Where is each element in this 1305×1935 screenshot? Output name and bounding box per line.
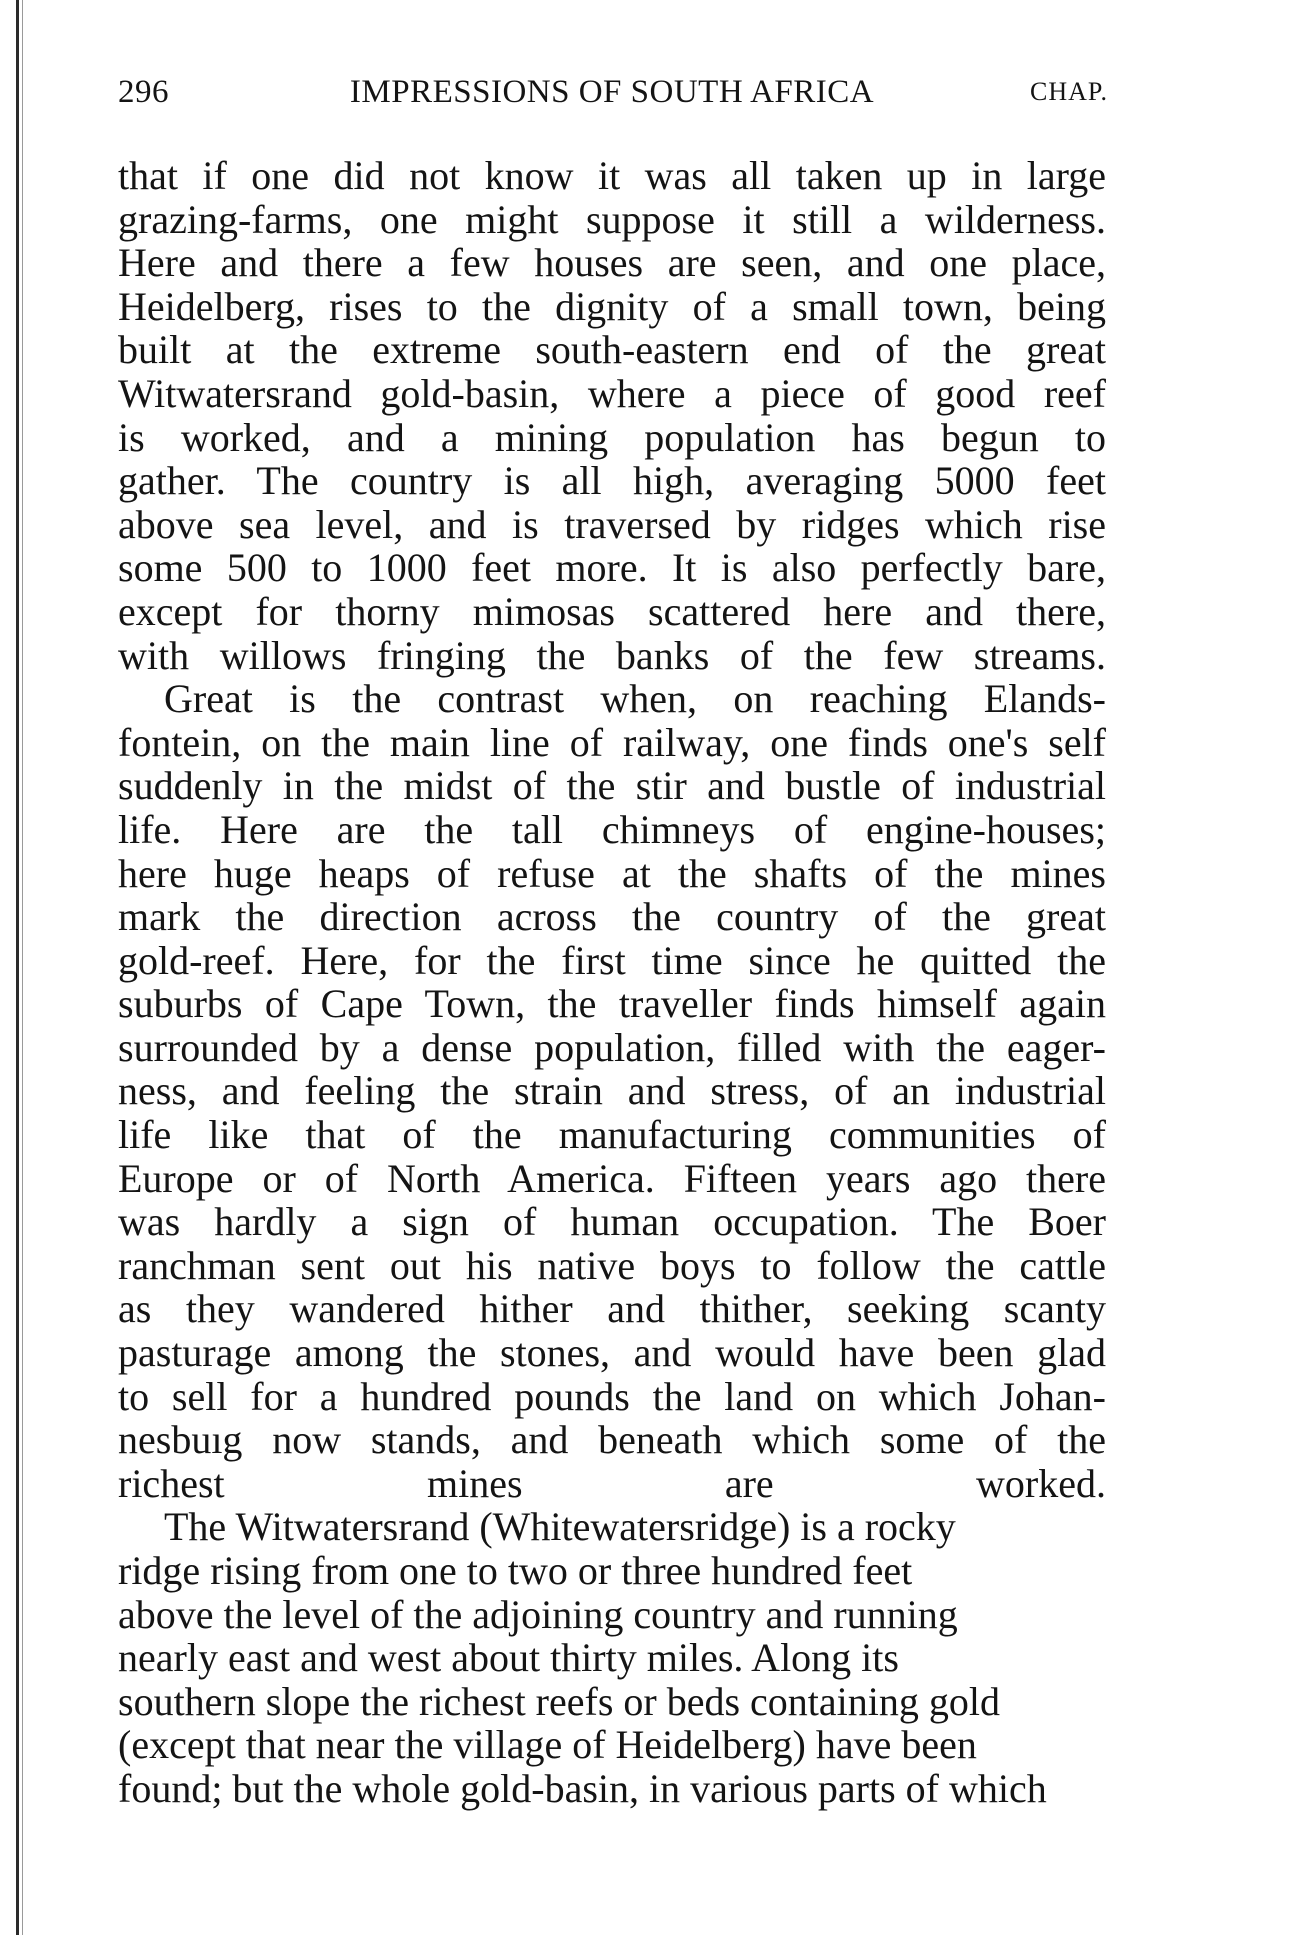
text-line: ridge rising from one to two or three hundred feet — [118, 1548, 913, 1593]
paragraph-2 — [118, 677, 1106, 1505]
text-line: is worked, and a mining population has begun to — [118, 414, 1106, 460]
text-line: as they wandered hither and thither, seeking scanty — [118, 1286, 1106, 1332]
text-line: mark the direction across the country of the great — [118, 894, 1106, 940]
text-line: grazing-farms, one might suppose it still a wilderness. — [118, 196, 1106, 242]
text-line: suddenly in the midst of the stir and bustle of industrial — [118, 763, 1106, 809]
text-line: except for thorny mimosas scattered here and there, — [118, 588, 1106, 634]
text-line: ness, and feeling the strain and stress, of an industrial — [118, 1068, 1106, 1114]
body-text — [118, 154, 1106, 1811]
text-line: Witwatersrand gold-basin, where a piece of good reef — [118, 370, 1106, 416]
text-line: some 500 to 1000 feet more. It is also perfectly bare, — [118, 545, 1106, 591]
text-line: life like that of the manufacturing communities of — [118, 1112, 1106, 1158]
paragraph-1 — [118, 154, 1106, 677]
text-line: that if one did not know it was all taken up in large — [118, 153, 1106, 198]
text-line: Heidelberg, rises to the dignity of a small town, being — [118, 283, 1106, 329]
binding-edge-shadow — [22, 0, 23, 1935]
text-line: with willows fringing the banks of the few streams. — [118, 632, 1106, 678]
binding-edge — [16, 0, 19, 1935]
paragraph-3 — [118, 1505, 1106, 1810]
text-line: (except that near the village of Heidelberg) have been — [118, 1722, 977, 1768]
text-line: gather. The country is all high, averaging 5000 feet — [118, 458, 1106, 504]
running-head — [118, 70, 1106, 114]
text-line: fontein, on the main line of railway, one finds one's self — [118, 719, 1106, 765]
text-line: found; but the whole gold-basin, in various parts of which — [118, 1765, 1047, 1811]
text-line: was hardly a sign of human occupation. The Boer — [118, 1199, 1106, 1245]
text-line: The Witwatersrand (Whitewatersridge) is a rocky — [164, 1504, 956, 1550]
text-line: Great is the contrast when, on reaching Elands- — [164, 676, 1106, 722]
text-line: southern slope the richest reefs or beds containing gold — [118, 1678, 1000, 1724]
text-line: surrounded by a dense population, filled with the eager- — [118, 1024, 1106, 1070]
book-page — [118, 70, 1106, 1811]
text-line: richest mines are worked. — [118, 1460, 1106, 1506]
text-line: nearly east and west about thirty miles. Along its — [118, 1635, 899, 1681]
text-line: ranchman sent out his native boys to follow the cattle — [118, 1242, 1106, 1288]
text-line: life. Here are the tall chimneys of engine-houses; — [118, 806, 1106, 852]
text-line: above the level of the adjoining country and running — [118, 1591, 958, 1637]
text-line: above sea level, and is traversed by ridges which rise — [118, 501, 1106, 547]
text-line: here huge heaps of refuse at the shafts of the mines — [118, 850, 1106, 896]
text-line: Europe or of North America. Fifteen years ago there — [118, 1155, 1106, 1201]
running-title: IMPRESSIONS OF SOUTH AFRICA — [349, 74, 875, 110]
text-line: gold-reef. Here, for the first time since he quitted the — [118, 937, 1106, 983]
text-line: suburbs of Cape Town, the traveller finds himself again — [118, 981, 1106, 1027]
text-line: nesbuıg now stands, and beneath which some of the — [118, 1417, 1106, 1463]
text-line: built at the extreme south-eastern end of the great — [118, 327, 1106, 373]
text-line: to sell for a hundred pounds the land on which Johan- — [118, 1373, 1106, 1419]
text-line: pasturage among the stones, and would have been glad — [118, 1330, 1106, 1376]
chapter-mark: CHAP. — [1030, 77, 1108, 106]
page-number: 296 — [118, 74, 169, 110]
text-line: Here and there a few houses are seen, and one place, — [118, 240, 1106, 286]
